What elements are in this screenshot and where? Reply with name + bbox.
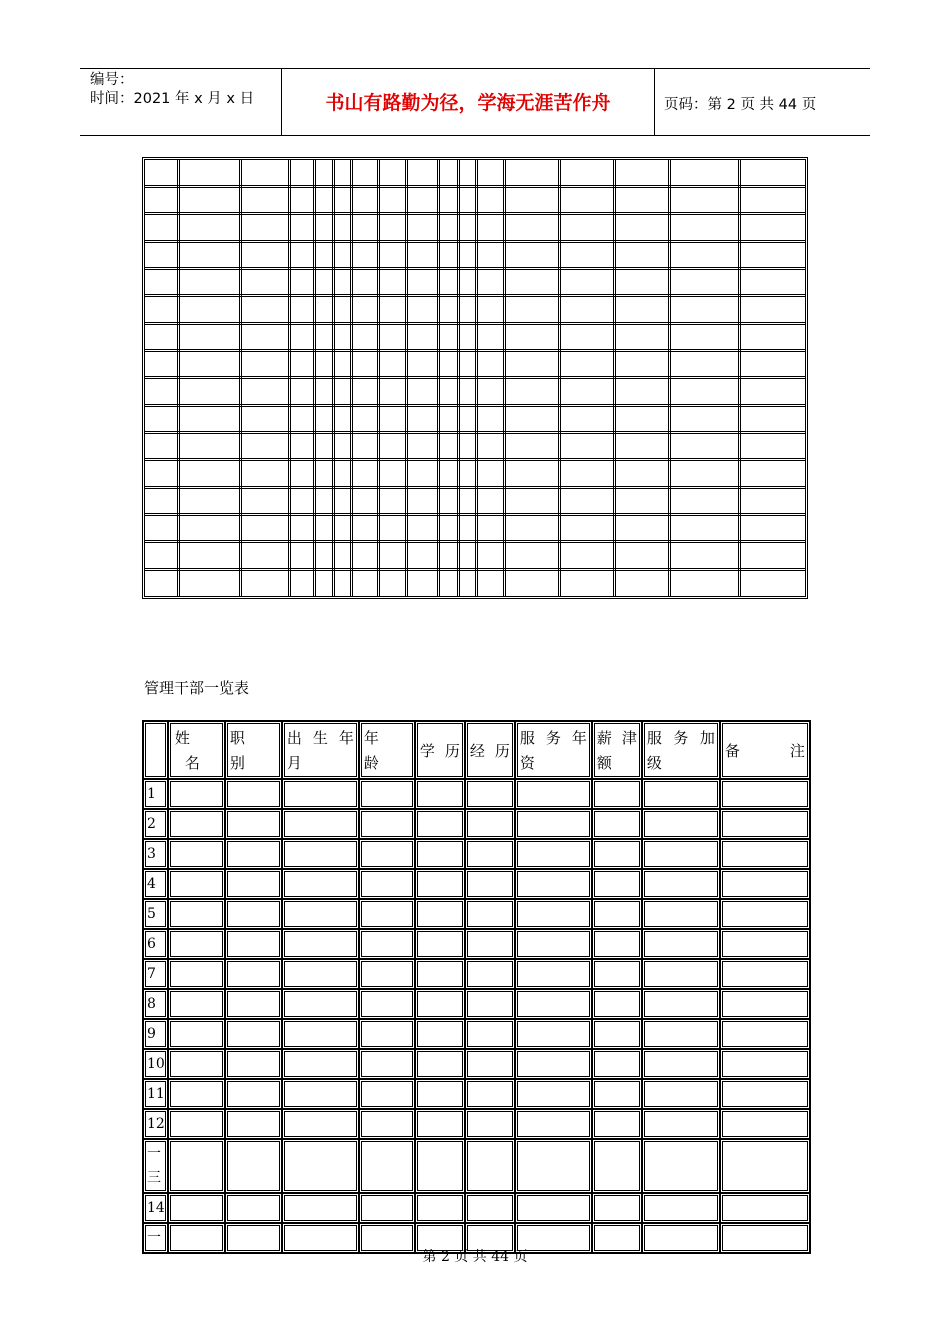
roster-caption: 管理干部一览表 [144,679,250,697]
header-experience: 经 历 [465,721,515,779]
row-number [143,1139,168,1193]
grid-row-line [145,240,805,243]
header-salary-bottom: 额 [596,754,612,772]
table-row [143,1139,810,1193]
header-motto: 书山有路勤为径，学海无涯苦作舟 [325,92,611,114]
table-row [143,1019,810,1049]
header-meta [90,71,254,109]
page-footer: 第 2 页 共 44 页 [422,1249,528,1265]
table-row [143,1049,810,1079]
row-number: 1 [143,779,168,809]
grid-row-line [145,568,805,571]
header-age [359,721,415,779]
document-number-label: 编号： [90,72,134,88]
header-salary-top: 薪 津 [596,729,637,747]
row-number: 9 [143,1019,168,1049]
row-13-top: 一 [147,1146,161,1162]
grid-row-line [145,458,805,461]
table-row [143,899,810,929]
row-number: 2 [143,809,168,839]
table-row [143,959,810,989]
grid-row-line [145,540,805,543]
row-number: 8 [143,989,168,1019]
header-age-top: 年 [363,729,379,747]
row-number: 4 [143,869,168,899]
header-bonus-bottom: 级 [646,754,662,772]
table-row [143,929,810,959]
grid-row-line [145,431,805,434]
row-13-bottom: 三 [147,1170,161,1186]
roster-header-row [143,721,810,779]
row-number: 3 [143,839,168,869]
header-birth-top: 出 生 年 [286,729,354,747]
header-bottom-rule [80,135,870,136]
header-post-top: 职 [229,729,245,747]
header-post-bottom: 别 [229,754,245,772]
header-remark: 备 注 [720,721,810,779]
header-name [168,721,225,779]
header-salary [592,721,642,779]
header-top-rule [80,68,870,69]
header-page-code: 页码：第 2 页 共 44 页 [664,97,817,113]
header-service-years [515,721,592,779]
header-birth-bottom: 月 [286,754,302,772]
row-number: 7 [143,959,168,989]
grid-row-line [145,513,805,516]
header-name-top: 姓 [174,729,190,747]
management-roster-table [142,720,811,1254]
header-service-top: 服 务 年 [519,729,587,747]
table-row [143,1079,810,1109]
grid-row-line [145,212,805,215]
row-number: 5 [143,899,168,929]
header-service-bottom: 资 [519,754,535,772]
header-birth [282,721,359,779]
grid-row-line [145,294,805,297]
header-age-bottom: 龄 [363,754,379,772]
table-row [143,1193,810,1223]
header-education: 学 历 [415,721,465,779]
table-row [143,1109,810,1139]
row-number: 14 [143,1193,168,1223]
grid-row-line [145,404,805,407]
grid-row-line [145,376,805,379]
header-index-cell [143,721,168,779]
table-row [143,809,810,839]
header-divider-right [654,68,655,136]
row-number: 11 [143,1079,168,1109]
grid-row-line [145,349,805,352]
table-row [143,989,810,1019]
header-name-bottom: 名 [184,754,200,772]
row-number: 10 [143,1049,168,1079]
blank-grid-table [142,157,808,599]
grid-row-line [145,267,805,270]
grid-row-line [145,322,805,325]
header-post [225,721,282,779]
header-bonus-top: 服 务 加 [646,729,715,747]
row-number: 12 [143,1109,168,1139]
header-service-bonus [642,721,720,779]
document-date: 时间：2021 年 x 月 x 日 [90,91,255,107]
table-row [143,839,810,869]
grid-row-line [145,185,805,188]
row-number: 一 [143,1223,168,1253]
table-row [143,869,810,899]
table-row [143,779,810,809]
grid-row-line [145,486,805,489]
row-number: 6 [143,929,168,959]
